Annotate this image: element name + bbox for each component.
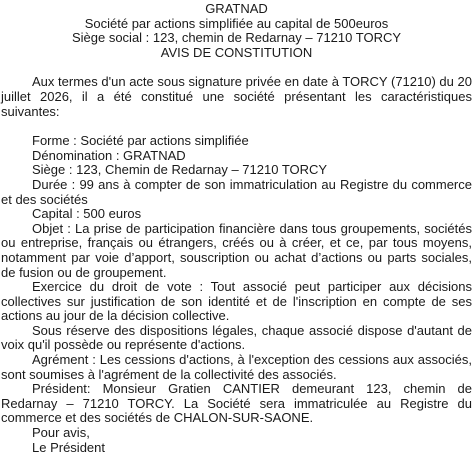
field-capital: Capital : 500 euros: [32, 206, 142, 222]
paragraph-president: Président: Monsieur Gratien CANTIER demeurant 123, chemin de Redarnay – 71210 TORCY. La Société sera immatriculée au Registre du commerce et des sociétés de CHALON-SUR-SAONE.: [1, 381, 472, 426]
intro-paragraph: Aux termes d'un acte sous signature privée en date à TORCY (71210) du 20 juillet 2026, il a été constitué une société présentant les caractéristiques suivantes:: [1, 74, 472, 119]
field-denomination: Dénomination : GRATNAD: [32, 147, 186, 163]
closing-pour-avis: Pour avis,: [32, 425, 90, 441]
company-form-capital: Société par actions simplifiée au capital de 500euros: [84, 15, 389, 31]
company-name: GRATNAD: [205, 1, 268, 16]
field-siege: Siège : 123, Chemin de Redarnay – 71210 TORCY: [32, 162, 328, 178]
field-duree: Durée : 99 ans à compter de son immatriculation au Registre du commerce et des sociétés: [1, 176, 472, 207]
notice-header: [1, 2, 472, 60]
paragraph-agrement: Agrément : Les cessions d'actions, à l'exception des cessions aux associés, sont soumises à l'agrément de la collectivité des associés.: [1, 352, 472, 382]
paragraph-droit-vote: Exercice du droit de vote : Tout associé peut participer aux décisions collectives sur justification de son identité et de l'inscription en compte de ses actions au jour de la décision collective.: [1, 279, 472, 324]
closing-signatory: Le Président: [32, 439, 105, 455]
field-forme: Forme : Société par actions simplifiée: [32, 133, 249, 149]
field-objet: Objet : La prise de participation financière dans tous groupements, sociétés ou entreprise, français ou étrangers, créés ou à créer, et ce, par tous moyens, notamment par voie d’apport, souscription ou achat d’actions ou parts sociales, de fusion ou de groupement.: [1, 220, 472, 280]
notice-title: AVIS DE CONSTITUTION: [160, 44, 313, 60]
paragraph-reserve: Sous réserve des dispositions légales, chaque associé dispose d'autant de voix qu'il possède ou représente d'actions.: [1, 322, 472, 353]
registered-office: Siège social : 123, chemin de Redarnay – 71210 TORCY: [71, 30, 402, 46]
